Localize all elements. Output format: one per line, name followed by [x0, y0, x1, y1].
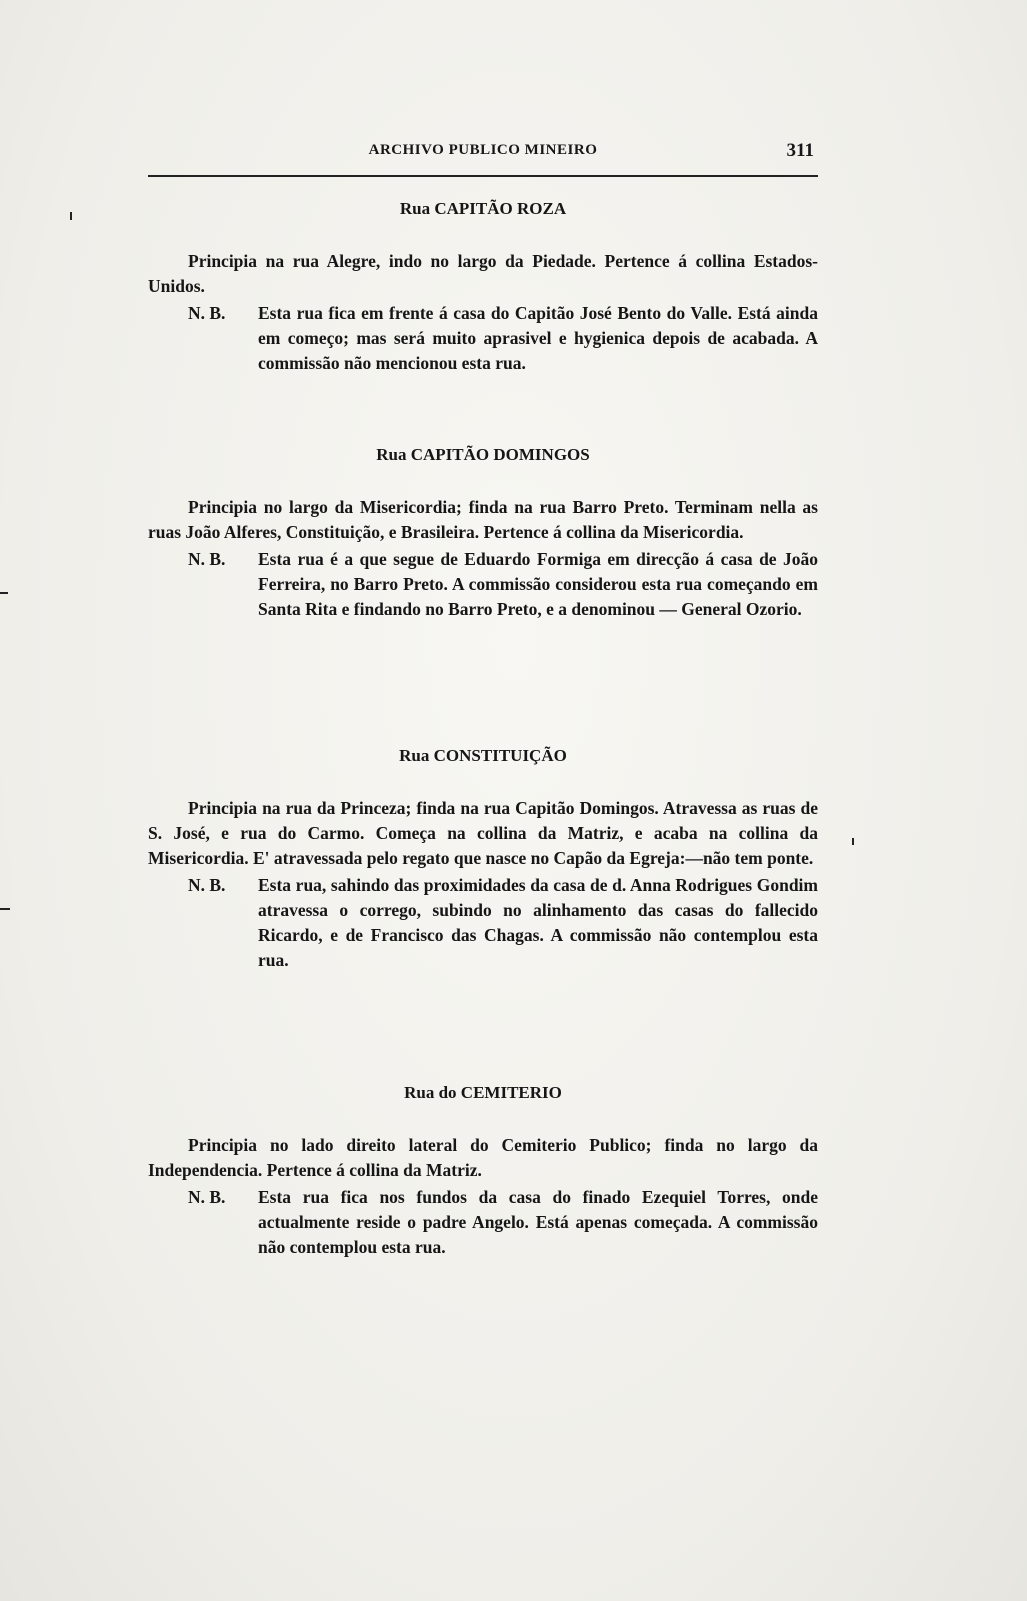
- note-label: N. B.: [188, 303, 226, 323]
- street-entry-cemiterio: [148, 1080, 818, 1260]
- running-header: [148, 140, 818, 170]
- street-entry-capitao-domingos: [148, 442, 818, 622]
- street-title: Rua do CEMITERIO: [404, 1083, 562, 1102]
- note-block: [148, 301, 818, 376]
- note-label: N. B.: [188, 1187, 226, 1207]
- street-entry-constituicao: [148, 743, 818, 973]
- scan-edge-mark: [0, 592, 8, 594]
- note-block: [148, 873, 818, 973]
- header-rule: [148, 175, 818, 177]
- note-block: [148, 547, 818, 622]
- street-description: Principia no largo da Misericordia; finda na rua Barro Preto. Terminam nella as ruas João Alferes, Constituição, e Brasileira. Pertence á collina da Misericordia.: [148, 497, 818, 542]
- street-entry-capitao-roza: [148, 196, 818, 376]
- street-title: Rua CAPITÃO DOMINGOS: [376, 445, 590, 464]
- journal-title: ARCHIVO PUBLICO MINEIRO: [368, 142, 598, 158]
- note-label: N. B.: [188, 875, 226, 895]
- note-text: Esta rua é a que segue de Eduardo Formiga em direcção á casa de João Ferreira, no Barro Preto. A commissão considerou esta rua começando em Santa Rita e findando no Barro Preto, e a denominou — General Ozorio.: [258, 549, 818, 619]
- street-title: Rua CAPITÃO ROZA: [399, 199, 567, 218]
- street-description: Principia na rua Alegre, indo no largo da Piedade. Pertence á collina Estados-Unidos.: [148, 251, 818, 296]
- page-number: 311: [786, 140, 814, 161]
- note-label: N. B.: [188, 549, 226, 569]
- street-description: Principia na rua da Princeza; finda na rua Capitão Domingos. Atravessa as ruas de S. José, e rua do Carmo. Começa na collina da Matriz, e acaba na collina da Misericordia. E' atravessada pelo regato que nasce no Capão da Egreja:—não tem ponte.: [148, 798, 818, 868]
- street-description: Principia no lado direito lateral do Cemiterio Publico; finda no largo da Independencia. Pertence á collina da Matriz.: [148, 1135, 818, 1180]
- note-block: [148, 1185, 818, 1260]
- note-text: Esta rua fica nos fundos da casa do finado Ezequiel Torres, onde actualmente reside o padre Angelo. Está apenas começada. A commissão não contemplou esta rua.: [258, 1187, 818, 1257]
- note-text: Esta rua fica em frente á casa do Capitão José Bento do Valle. Está ainda em começo; mas será muito aprasivel e hygienica depois de acabada. A commissão não mencionou esta rua.: [258, 303, 818, 373]
- scan-edge-mark: [0, 908, 10, 910]
- note-text: Esta rua, sahindo das proximidades da casa de d. Anna Rodrigues Gondim atravessa o corrego, subindo no alinhamento das casas do fallecido Ricardo, e de Francisco das Chagas. A commissão não contemplou esta rua.: [258, 875, 818, 970]
- scan-speck: [70, 212, 72, 220]
- scan-speck: [852, 838, 854, 845]
- street-title: Rua CONSTITUIÇÃO: [399, 746, 567, 765]
